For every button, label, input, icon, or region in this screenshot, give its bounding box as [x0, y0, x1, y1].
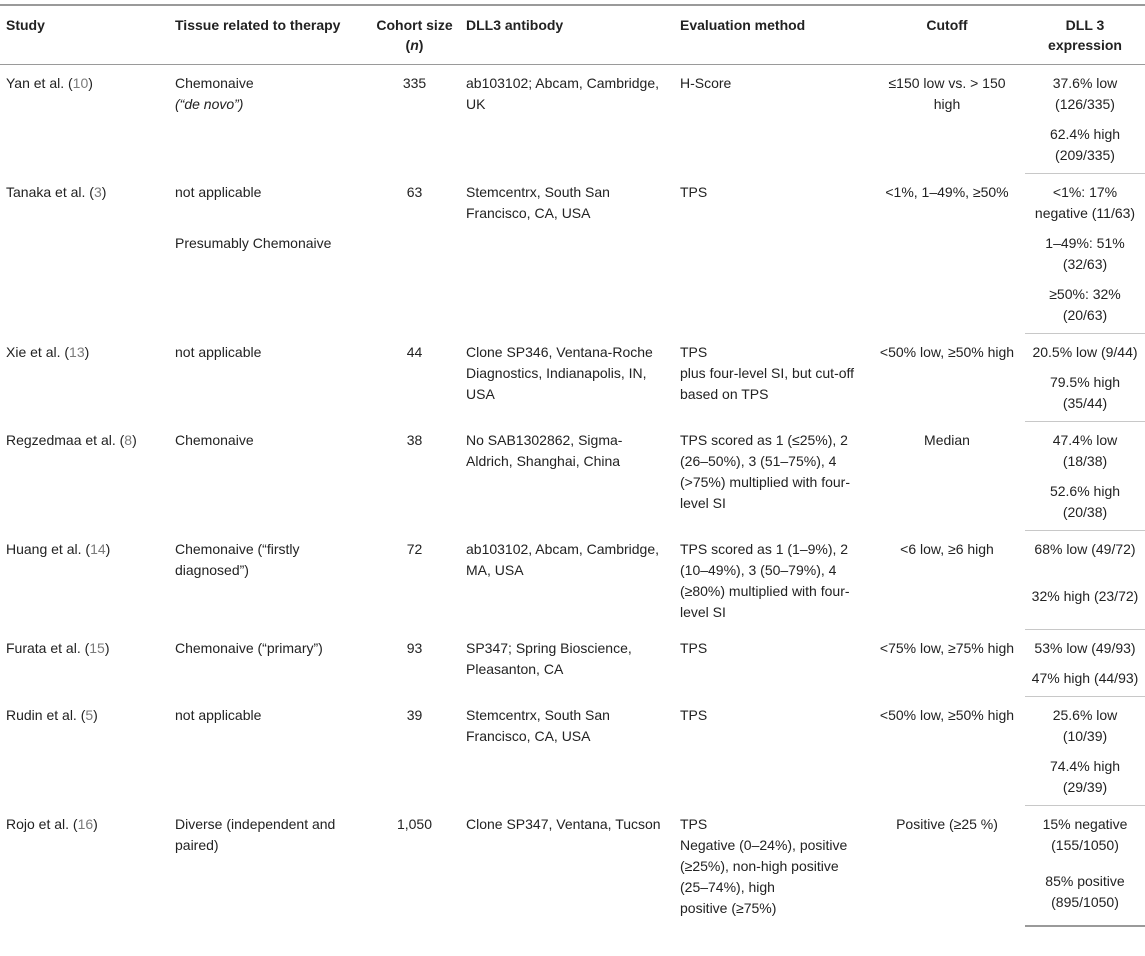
study-cell: Huang et al. (14)	[6, 540, 111, 557]
expression-cell: 47.4% low (18/38)	[1052, 432, 1118, 469]
header-cohort: Cohort size (n)	[369, 5, 460, 65]
table-row	[0, 422, 1145, 480]
cutoff-cell: Positive (≥25 %)	[896, 815, 998, 832]
expression-cell: 85% positive (895/1050)	[1025, 869, 1145, 926]
cutoff-cell: <50% low, ≥50% high	[879, 706, 1015, 723]
header-study: Study	[0, 5, 169, 65]
method-cell: TPS	[680, 639, 708, 656]
tissue-cell: not applicable	[175, 706, 262, 723]
tissue-cell: Chemonaive	[175, 431, 254, 448]
reference-link[interactable]: 5	[85, 706, 94, 723]
expression-cell: 68% low (49/72)	[1034, 541, 1136, 557]
study-cell: Rojo et al. (16)	[6, 815, 98, 832]
study-cell: Furata et al. (15)	[6, 639, 110, 656]
cutoff-cell: ≤150 low vs. > 150 high	[888, 75, 1006, 112]
reference-link[interactable]: 8	[124, 431, 133, 448]
cohort-cell: 335	[402, 75, 427, 91]
tissue-cell: Chemonaive (“primary”)	[175, 639, 323, 656]
expression-cell: 32% high (23/72)	[1025, 584, 1145, 629]
study-cell: Regzedmaa et al. (8)	[6, 431, 137, 448]
table-row	[0, 65, 1145, 123]
study-cell: Xie et al. (13)	[6, 343, 90, 360]
cutoff-cell: <1%, 1–49%, ≥50%	[885, 183, 1009, 200]
study-cell: Rudin et al. (5)	[6, 706, 98, 723]
table-header	[0, 5, 1145, 65]
reference-link[interactable]: 16	[77, 815, 94, 832]
expression-cell: 53% low (49/93)	[1034, 640, 1136, 656]
table-row	[0, 697, 1145, 755]
expression-cell: 37.6% low (126/335)	[1052, 75, 1118, 112]
expression-cell: 20.5% low (9/44)	[1032, 344, 1138, 360]
method-cell: TPS Negative (0–24%), positive (≥25%), non-high positive (25–74%), high positive (≥75%)	[680, 815, 848, 916]
study-cell: Yan et al. (10)	[6, 75, 93, 91]
reference-link[interactable]: 15	[89, 639, 105, 656]
expression-cell: 47% high (44/93)	[1025, 666, 1145, 697]
method-cell: TPS	[680, 183, 708, 200]
table-row	[0, 806, 1145, 869]
antibody-cell: Clone SP347, Ventana, Tucson	[466, 815, 661, 832]
expression-cell: 79.5% high (35/44)	[1025, 370, 1145, 422]
method-cell: H-Score	[680, 75, 732, 91]
table-row	[0, 531, 1145, 585]
antibody-cell: Stemcentrx, South San Francisco, CA, USA	[466, 706, 610, 744]
cutoff-cell: Median	[924, 431, 970, 448]
table-row	[0, 630, 1145, 667]
table-row	[0, 174, 1145, 232]
reference-link[interactable]: 3	[93, 183, 102, 200]
expression-cell: 62.4% high (209/335)	[1025, 122, 1145, 174]
study-cell: Tanaka et al. (3)	[6, 183, 107, 200]
antibody-cell: Clone SP346, Ventana-Roche Diagnostics, Indianapolis, IN, USA	[466, 343, 653, 402]
header-cutoff: Cutoff	[869, 5, 1025, 65]
antibody-cell: ab103102; Abcam, Cambridge, UK	[466, 75, 660, 112]
header-expression: DLL 3 expression	[1025, 5, 1145, 65]
cohort-cell: 93	[406, 639, 423, 656]
table-row	[0, 334, 1145, 371]
antibody-cell: No SAB1302862, Sigma-Aldrich, Shanghai, China	[466, 431, 623, 469]
expression-cell: 15% negative (155/1050)	[1042, 816, 1128, 853]
header-tissue: Tissue related to therapy	[169, 5, 369, 65]
header-antibody: DLL3 antibody	[460, 5, 674, 65]
expression-cell: 1–49%: 51% (32/63)	[1045, 235, 1125, 272]
antibody-cell: ab103102, Abcam, Cambridge, MA, USA	[466, 540, 660, 578]
reference-link[interactable]: 13	[69, 343, 85, 360]
expression-cell: 74.4% high (29/39)	[1025, 754, 1145, 806]
tissue-cell: Diverse (independent and paired)	[175, 815, 336, 853]
expression-cell: 52.6% high (20/38)	[1025, 479, 1145, 531]
header-method: Evaluation method	[674, 5, 869, 65]
method-cell: TPS scored as 1 (1–9%), 2 (10–49%), 3 (50–79%), 4 (≥80%) multiplied with four-level SI	[680, 540, 850, 620]
cohort-cell: 72	[406, 540, 423, 557]
expression-cell: ≥50%: 32% (20/63)	[1025, 282, 1145, 334]
cohort-cell: 44	[406, 343, 423, 360]
antibody-cell: Stemcentrx, South San Francisco, CA, USA	[466, 183, 610, 221]
reference-link[interactable]: 14	[90, 540, 106, 557]
reference-link[interactable]: 10	[72, 75, 89, 91]
cutoff-cell: <6 low, ≥6 high	[900, 540, 994, 557]
tissue-cell: Chemonaive (“firstly diagnosed”)	[175, 540, 300, 578]
cohort-cell: 39	[406, 706, 423, 723]
expression-cell: <1%: 17% negative (11/63)	[1034, 184, 1136, 221]
cohort-cell: 1,050	[396, 815, 433, 832]
antibody-cell: SP347; Spring Bioscience, Pleasanton, CA	[466, 639, 632, 677]
tissue-cell: Presumably Chemonaive	[175, 235, 332, 251]
tissue-cell: not applicable	[175, 183, 262, 200]
cohort-cell: 63	[406, 183, 423, 200]
tissue-cell: Chemonaive (“de novo”)	[175, 75, 254, 112]
method-cell: TPS	[680, 706, 708, 723]
tissue-cell: not applicable	[175, 343, 262, 360]
method-cell: TPS scored as 1 (≤25%), 2 (26–50%), 3 (51–75%), 4 (>75%) multiplied with four-level SI	[680, 431, 851, 511]
method-cell: TPS plus four-level SI, but cut-off based on TPS	[680, 343, 855, 402]
cohort-cell: 38	[406, 431, 423, 448]
cutoff-cell: <50% low, ≥50% high	[879, 343, 1015, 360]
dll3-expression-table	[0, 4, 1145, 927]
expression-cell: 25.6% low (10/39)	[1052, 707, 1118, 744]
cutoff-cell: <75% low, ≥75% high	[879, 639, 1015, 656]
